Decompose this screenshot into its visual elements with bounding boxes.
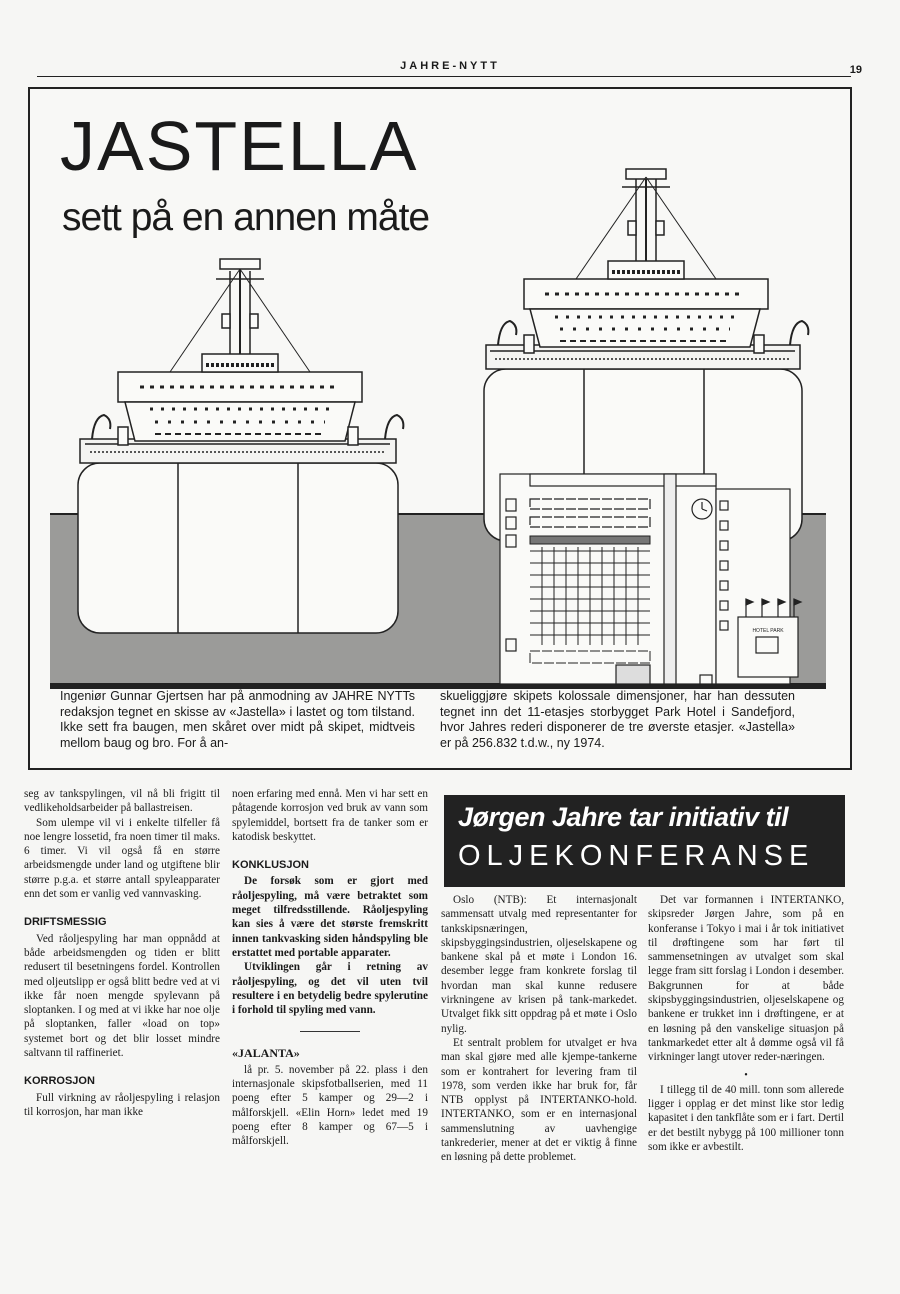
paragraph: Som ulempe vil vi i enkelte tilfeller få noe lengre lossetid, fra noen timer til maks. 6 timer. Vi vil også få en større arbeidsmengde under land og utgiftene blir større p.g.a. et større antall spyleapparater enn det som er vanlig ved vannvasking. [24, 816, 220, 901]
section-divider [300, 1031, 360, 1032]
subheading-korrosjon: KORROSJON [24, 1075, 95, 1088]
illustration-caption-right: skueliggjøre skipets kolossale dimensjoner, har han dessuten tegnet inn det 11-etasjes storbygget Park Hotel i Sandefjord, hvor Jahres rederi disponerer de tre øverste etasjer. «Jastella» er på 256.832 t.d.w., ny 1974. [440, 689, 795, 750]
feature-box [28, 87, 852, 770]
park-hotel-building [500, 474, 820, 687]
paragraph: noen erfaring med ennå. Men vi har sett en påtagende korrosjon ved bruk av vann som spylemiddel, bortsett fra de tanker som er katodisk beskyttet. [232, 788, 428, 843]
illustration-caption-left: Ingeniør Gunnar Gjertsen har på anmodning av JAHRE NYTTs redaksjon tegnet en skisse av «Jastella» i lastet og tom tilstand. Ikke sett fra baugen, men skåret over midt på skipet, midtveis mellom baug og bro. For å an- [60, 689, 415, 750]
feature-title: JASTELLA [60, 107, 419, 185]
paragraph: Oslo (NTB): Et internasjonalt sammensatt utvalg med representanter for tankskipsnæringen, skipsbyggingsindustrien, oljeselskapene og bankene skal på et møte i London 16. desember legge fram konkrete forslag til hvordan man skal kunne redusere virkningene av krisen på tank-markedet. Utvalget fikk sitt oppdrag på et møte i Oslo nylig. [441, 894, 637, 1035]
subheading-jalanta: «JALANTA» [232, 1046, 300, 1061]
headline-box [444, 795, 845, 887]
article-column-3 [441, 893, 637, 1165]
paragraph: Ved råoljespyling har man oppnådd at både arbeidsmengden og tiden er blitt redusert til besetningens fordel. Kontrollen med oljeutslipp er også blitt bedre ved at vi ikke får noen mengde spylevann på sloptanken. I og med at vi ikke har noe olje på sloptanken, faller «load on top» systemet bort og det blir losset mindre saltvann til raffineriet. [24, 932, 220, 1060]
paragraph: Full virkning av råoljespyling i relasjon til korrosjon, har man ikke [24, 1091, 220, 1118]
subheading-driftsmessig: DRIFTSMESSIG [24, 916, 107, 929]
paragraph: Utviklingen går i retning av råoljespyling, og det vil uten tvil resultere i en betydelig bedre spylerutine i forhold til spyling med vann. [232, 961, 428, 1017]
paragraph: lå pr. 5. november på 22. plass i den internasjonale skipsfotballserien, med 11 poeng efter 5 kamper og 29—2 i målforskjell. «Elin Horn» ledet med 19 poeng efter 8 kamper og 67—5 i målforskjell. [232, 1063, 428, 1148]
paragraph: Et sentralt problem for utvalget er hva man skal gjøre med alle kjempe-tankerne som er kontrahert for levering fram til 1978, som verden ikke har bruk for, får NTB opplyst på INTERTANKO-hold. INTERTANKO, som er en internasjonal sammenslutning av uavhengige tankrederier, mener at det er viktig å finne en løsning på dette problemet. [441, 1036, 637, 1164]
paragraph: De forsøk som er gjort med råoljespyling, må være betraktet som meget tilfredsstillende. Råoljespyling kan sies å være det største fremskritt innen tankvasking siden håndspyling ble erstattet med portable apparater. [232, 875, 428, 959]
paragraph: Det var formannen i INTERTANKO, skipsreder Jørgen Jahre, som på en konferanse i Tokyo i mai i år tok initiativet til drøftingene som har ført til sammensetningen av utvalget som skal legge fram sitt forslag i London i desember. Bakgrunnen for at både skipsbyggingsindustrien, oljeselskapene og bankene er trukket inn i drøftingene, er at en løsning på den vanskelige situasjon på tankmarkedet etter alt å dømme også vil få virkninger langt utover reder-næringen. [648, 894, 844, 1064]
article-column-4 [648, 893, 844, 1154]
article-column-2 [232, 787, 428, 1149]
header-rule [37, 76, 851, 77]
subheading-konklusjon: KONKLUSJON [232, 859, 310, 872]
separator-bullet: • [744, 1069, 748, 1081]
headline-line-2: OLJEKONFERANSE [458, 840, 815, 872]
feature-subtitle: sett på en annen måte [62, 196, 430, 239]
article-column-1 [24, 787, 220, 1119]
ship-laden [78, 259, 403, 633]
headline-line-1: Jørgen Jahre tar initiativ til [458, 802, 789, 832]
page-number: 19 [849, 64, 862, 76]
paragraph: seg av tankspylingen, vil nå bli frigitt til vedlikeholdsarbeider på ballastreisen. [24, 788, 220, 815]
publication-title: JAHRE-NYTT [400, 60, 500, 72]
hotel-sign: HOTEL PARK [752, 628, 784, 634]
paragraph: I tillegg til de 40 mill. tonn som allerede ligger i opplag er det minst like stor ledig kapasitet i den tankflåte som er i fart. Dertil er det bestilt nybygg på 100 millioner tonn som ikke er avbestilt. [648, 1083, 844, 1154]
